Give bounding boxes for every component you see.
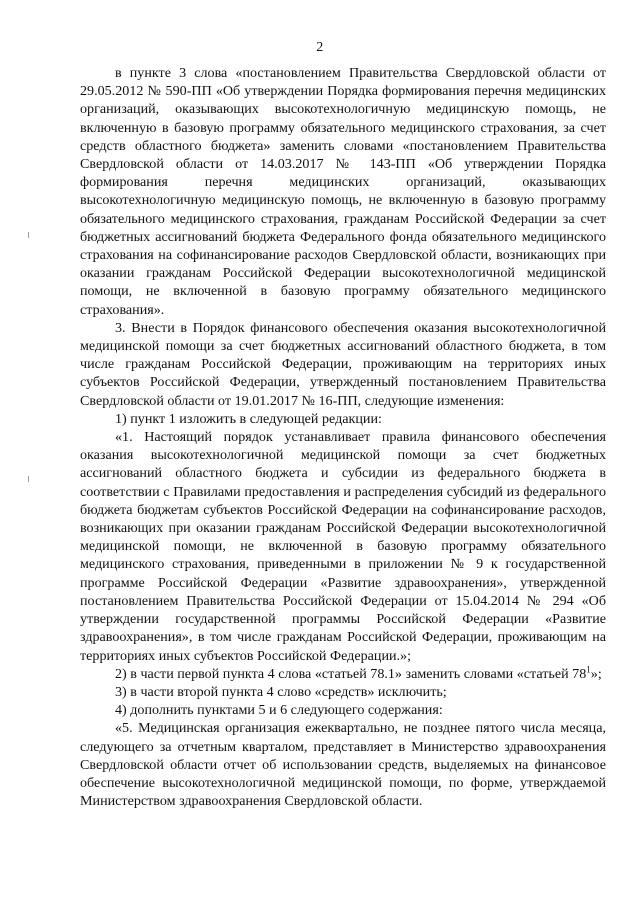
paragraph-new-point-5: «5. Медицинская организация ежеквартально, не позднее пятого числа месяца, следующего за отчетным кварталом, представляет в Министерство здравоохранения Свердловской области отчет об использовании средств, выделяемых на финансовое обеспечение высокотехнологичной медицинской помощи, по форме, утверждаемой Министерством здравоохранения Свердловской области. [80, 720, 606, 810]
superscript: 1 [586, 664, 591, 675]
paragraph-new-point-1: «1. Настоящий порядок устанавливает правила финансового обеспечения оказания высокотехнологичной медицинской помощи за счет бюджетных ассигнований областного бюджета и субсидии из федерального бюджета в соответствии с Правилами предоставления и распределения субсидий из федерального бюджета бюджетам субъектов Российской Федерации на софинансирование расходов, возникающих при оказании гражданам Российской Федерации высокотехнологичной медицинской помощи, не включенной в базовую программу обязательного медицинского страхования, приведенными в приложении № 9 к государственной программе Российской Федерации «Развитие здравоохранения», утвержденной постановлением Правительства Российской Федерации от 15.04.2014 № 294 «Об утверждении государственной программы Российской Федерации «Развитие здравоохранения», в том числе гражданам Российской Федерации, проживающим на территориях иных субъектов Российской Федерации.»; [80, 429, 606, 664]
paragraph-amendment-point-3: в пункте 3 слова «постановлением Правительства Свердловской области от 29.05.2012 № 590-ПП «Об утверждении Порядка формирования перечня медицинских организаций, оказывающих высокотехнологичную медицинскую помощь, не включенную в базовую программу обязательного медицинского страхования, за счет средств областного бюджета» заменить словами «постановлением Правительства Свердловской области от 14.03.2017 № 143-ПП «Об утверждении Порядка формирования перечня медицинских организаций, оказывающих высокотехнологичную медицинскую помощь, не включенную в базовую программу обязательного медицинского страхования, гражданам Российской Федерации за счет бюджетных ассигнований бюджета Федерального фонда обязательного медицинского страхования на софинансирование расходов Свердловской области, возникающих при оказании гражданам Российской Федерации высокотехнологичной медицинской помощи, не включенной в базовую программу обязательного медицинского страхования». [80, 65, 606, 318]
paragraph-item-2 [80, 665, 606, 683]
margin-mark [28, 232, 29, 238]
margin-mark [28, 476, 29, 482]
paragraph-item-4: 4) дополнить пунктами 5 и 6 следующего содержания: [115, 702, 443, 719]
item-2-tail: »; [590, 665, 602, 682]
page-number: 2 [316, 40, 324, 55]
paragraph-section-3: 3. Внести в Порядок финансового обеспечения оказания высокотехнологичной медицинской помощи за счет бюджетных ассигнований областного бюджета, в том числе гражданам Российской Федерации, проживающим на территориях иных субъектов Российской Федерации, утвержденный постановлением Правительства Свердловской области от 19.01.2017 № 16-ПП, следующие изменения: [80, 319, 606, 409]
item-2-text: 2) в части первой пункта 4 слова «статьей 78.1» заменить словами «статьей 78 [115, 665, 587, 682]
document-body [80, 64, 606, 810]
paragraph-item-3: 3) в части второй пункта 4 слово «средств» исключить; [115, 683, 447, 700]
paragraph-item-1: 1) пункт 1 изложить в следующей редакции: [115, 410, 382, 427]
